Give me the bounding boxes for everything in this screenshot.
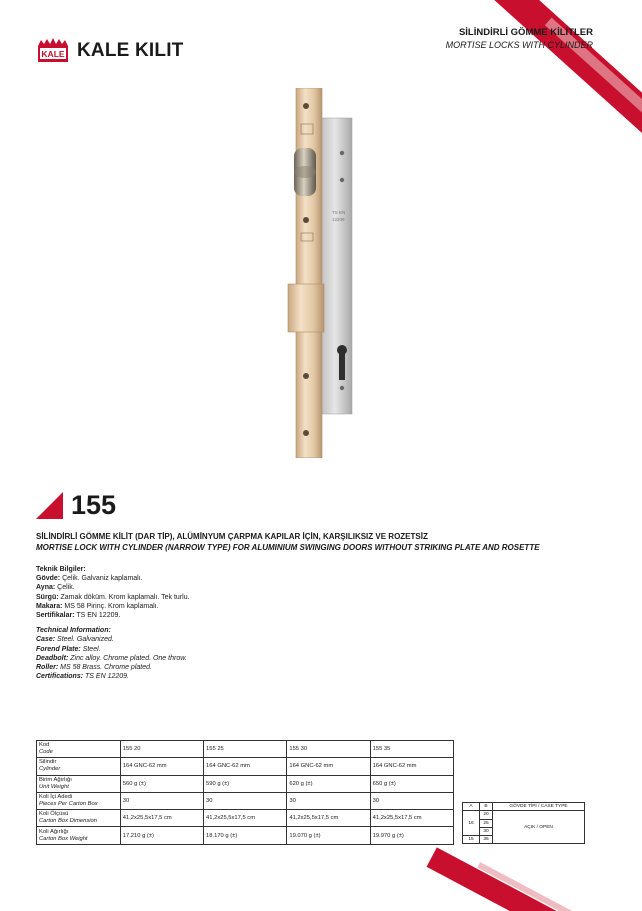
row-label-tr: Kod xyxy=(39,742,50,749)
case-a-value: 15 xyxy=(463,836,480,844)
case-marking-standard: TS EN xyxy=(332,210,346,215)
table-cell: 620 g (±) xyxy=(287,775,370,792)
table-cell: 41,2x25,5x17,5 cm xyxy=(204,810,287,827)
table-row xyxy=(37,810,454,827)
table-row xyxy=(37,741,454,758)
row-label-en: Carton Box Dimension xyxy=(39,818,97,825)
specs-tr-heading: Teknik Bilgiler: xyxy=(36,566,86,573)
table-cell: 41,2x25,5x17,5 cm xyxy=(287,810,370,827)
row-label-en: Pieces Per Carton Box xyxy=(39,801,98,808)
table-cell: 30 xyxy=(120,792,203,809)
row-label xyxy=(37,827,121,844)
table-cell: 30 xyxy=(287,792,370,809)
table-cell: 155 30 xyxy=(287,741,370,758)
product-image xyxy=(270,88,370,458)
spec-item: Forend Plate: Steel. xyxy=(36,645,101,653)
spec-item: Deadbolt: Zinc alloy. Chrome plated. One throw. xyxy=(36,654,187,662)
table-cell: 164 GNC-62 mm xyxy=(287,758,370,775)
table-cell: 164 GNC-62 mm xyxy=(120,758,203,775)
category-title: SİLİNDİRLİ GÖMME KİLİTLER xyxy=(458,27,593,38)
table-cell: 19.070 g (±) xyxy=(287,827,370,844)
case-b-value: 30 xyxy=(480,827,493,835)
table-cell: 17.210 g (±) xyxy=(120,827,203,844)
brand-logo xyxy=(36,38,184,64)
row-label xyxy=(37,758,121,775)
product-variants-table xyxy=(36,740,454,845)
case-a-value: 16 xyxy=(463,811,480,836)
case-type-table xyxy=(462,802,585,844)
row-label xyxy=(37,810,121,827)
spec-item: Gövde: Çelik. Galvaniz kaplamalı. xyxy=(36,575,143,583)
row-label-en: Carton Box Weight xyxy=(39,835,88,842)
table-cell: 155 20 xyxy=(120,741,203,758)
table-cell: 18.170 g (±) xyxy=(204,827,287,844)
case-marking-number: 12209 xyxy=(332,217,345,222)
model-triangle-icon xyxy=(36,492,63,519)
row-label-en: Code xyxy=(39,749,53,756)
decorative-stripe-bottom xyxy=(427,847,614,911)
table-row xyxy=(37,827,454,844)
case-b-value: 35 xyxy=(480,836,493,844)
case-b-value: 20 xyxy=(480,811,493,819)
spec-item: Ayna: Çelik. xyxy=(36,584,75,592)
case-header-b: B xyxy=(480,803,493,811)
row-label xyxy=(37,741,121,758)
row-label-tr: Koli İçi Adedi xyxy=(39,794,73,801)
case-b-value: 25 xyxy=(480,819,493,827)
table-cell: 41,2x25,5x17,5 cm xyxy=(370,810,453,827)
row-label-tr: Koli Ölçüsü xyxy=(39,811,69,818)
table-cell: 155 25 xyxy=(204,741,287,758)
spec-item: Sertifikalar: TS EN 12209. xyxy=(36,612,121,620)
brand-name: KALE KILIT xyxy=(77,40,184,61)
table-row xyxy=(37,792,454,809)
svg-text:KALE: KALE xyxy=(41,49,65,59)
row-label-en: Unit Weight xyxy=(39,783,69,790)
category-header xyxy=(446,27,593,50)
spec-item: Sürgü: Zamak döküm. Krom kaplamalı. Tek turlu. xyxy=(36,593,190,601)
product-description-tr: SİLİNDİRLİ GÖMME KİLİT (DAR TİP), ALÜMİNYUM ÇARPMA KAPILAR İÇİN, KARŞILIKSIZ VE ROZETSİZ xyxy=(36,532,428,541)
spec-item: Roller: MS 58 Brass. Chrome plated. xyxy=(36,664,152,672)
kale-logo-icon xyxy=(36,38,70,64)
row-label xyxy=(37,775,121,792)
case-header-type: GÖVDE TİPİ / CASE TYPE xyxy=(493,803,585,811)
spec-item: Makara: MS 58 Pirinç. Krom kaplamalı. xyxy=(36,602,159,610)
model-heading xyxy=(36,492,116,519)
table-cell: 30 xyxy=(204,792,287,809)
category-subtitle: MORTISE LOCKS WITH CYLINDER xyxy=(445,40,593,50)
row-label-tr: Silindir xyxy=(39,759,57,766)
table-cell: 155 35 xyxy=(370,741,453,758)
product-description-en: MORTISE LOCK WITH CYLINDER (NARROW TYPE) FOR ALUMINIUM SWINGING DOORS WITHOUT STRIKING PLATE AND ROSETTE xyxy=(36,543,540,552)
table-cell: 164 GNC-62 mm xyxy=(370,758,453,775)
table-cell: 19.970 g (±) xyxy=(370,827,453,844)
row-label-en: Cylinder xyxy=(39,766,61,773)
technical-specs xyxy=(36,565,190,681)
table-cell: 590 g (±) xyxy=(204,775,287,792)
spec-item: Case: Steel. Galvanized. xyxy=(36,636,114,644)
spec-item: Certifications: TS EN 12209. xyxy=(36,673,129,681)
specs-en-heading: Technical Information: xyxy=(36,627,111,635)
table-cell: 164 GNC-62 mm xyxy=(204,758,287,775)
row-label-tr: Koli Ağırlığı xyxy=(39,828,69,835)
table-row xyxy=(37,758,454,775)
table-row xyxy=(37,775,454,792)
case-type-value: AÇIK / OPEN xyxy=(493,811,585,844)
row-label xyxy=(37,792,121,809)
case-header-a: A xyxy=(463,803,480,811)
model-number: 155 xyxy=(71,490,117,520)
row-label-tr: Birim Ağırlığı xyxy=(39,776,72,783)
table-cell: 560 g (±) xyxy=(120,775,203,792)
table-cell: 650 g (±) xyxy=(370,775,453,792)
table-cell: 30 xyxy=(370,792,453,809)
table-cell: 41,2x25,5x17,5 cm xyxy=(120,810,203,827)
